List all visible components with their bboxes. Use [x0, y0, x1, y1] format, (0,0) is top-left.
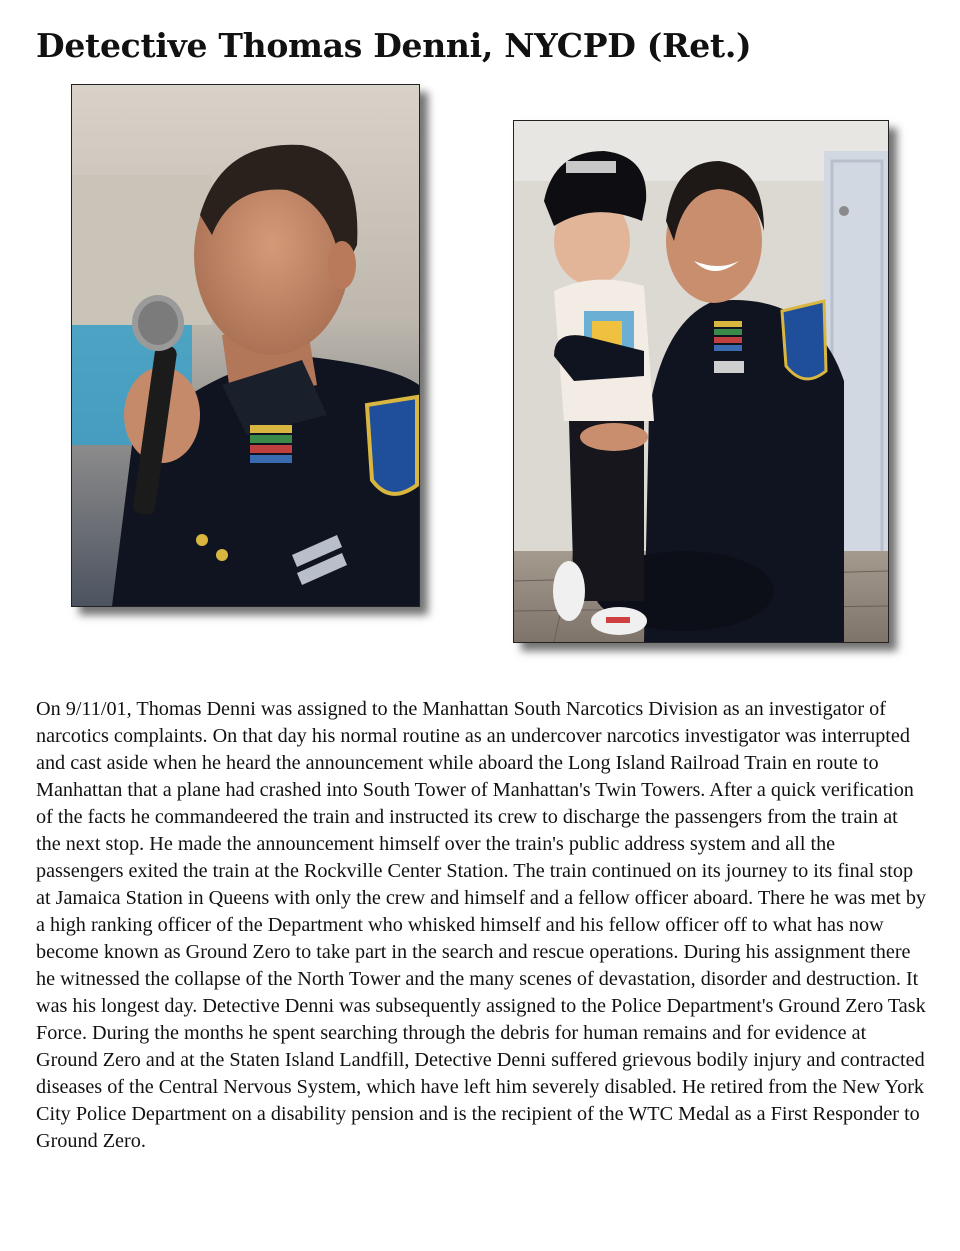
photo-officer-speaking	[71, 84, 420, 607]
page-title: Detective Thomas Denni, NYCPD (Ret.)	[36, 26, 752, 65]
photo-officer-with-child	[513, 120, 889, 643]
officer-with-child-image	[514, 121, 888, 642]
biography-text: On 9/11/01, Thomas Denni was assigned to the Manhattan South Narcotics Division as an investigator of narcotics complaints. On that day his normal routine as an undercover narcotics investigator was interrupted and cast aside when he heard the announcement while aboard the Long Island Railroad Train en route to Manhattan that a plane had crashed into South Tower of Manhattan's Twin Towers. After a quick verification of the facts he commandeered the train and instructed its crew to discharge the passengers from the train at the next stop. He made the announcement himself over the train's public address system and all the passengers exited the train at the Rockville Center Station. The train continued on its journey to its final stop at Jamaica Station in Queens with only the crew and himself and a fellow officer aboard. There he was met by a high ranking officer of the Department who whisked himself and his fellow officer off to what has now become known as Ground Zero to take part in the search and rescue operations. During his assignment there he witnessed the collapse of the North Tower and the many scenes of devastation, disorder and destruction. It was his longest day. Detective Denni was subsequently assigned to the Police Department's Ground Zero Task Force. During the months he spent searching through the debris for human remains and for evidence at Ground Zero and at the Staten Island Landfill, Detective Denni suffered grievous bodily injury and contracted diseases of the Central Nervous System, which have left him severely disabled. He retired from the New York City Police Department on a disability pension and is the recipient of the WTC Medal as a First Responder to Ground Zero.	[36, 698, 927, 1152]
officer-speaking-image	[72, 85, 419, 606]
